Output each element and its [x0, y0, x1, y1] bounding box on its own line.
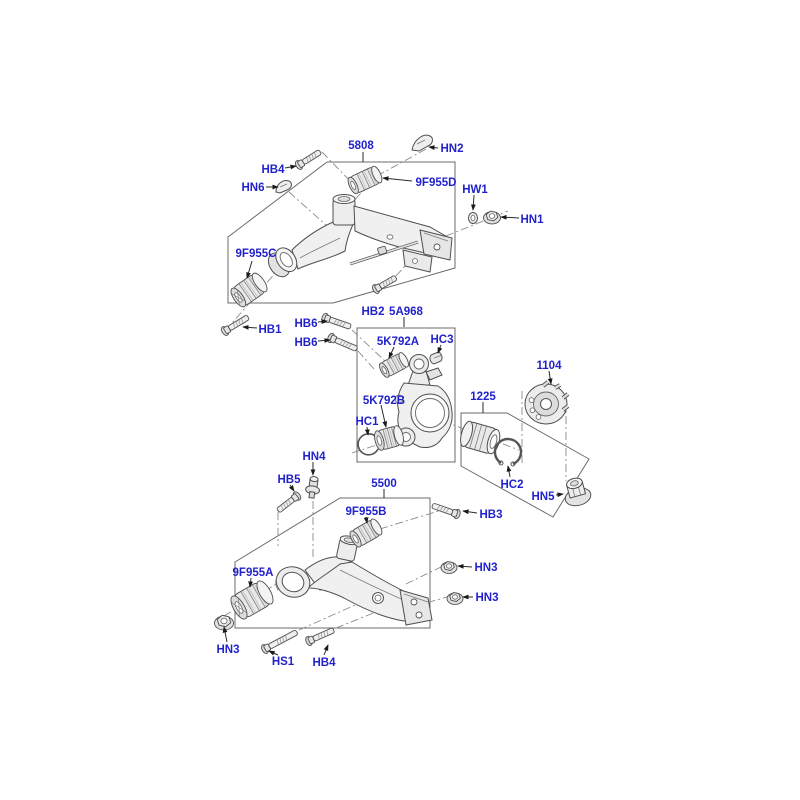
part-label-hn3-left[interactable]: HN3 [216, 644, 240, 656]
bolt-hb3-drawing [431, 501, 462, 520]
part-label-1104[interactable]: 1104 [536, 360, 562, 372]
clip-hn2-drawing [412, 135, 432, 151]
part-label-hc1[interactable]: HC1 [355, 416, 379, 428]
part-label-5a968[interactable]: 5A968 [389, 306, 423, 318]
part-label-hw1[interactable]: HW1 [462, 184, 488, 196]
part-label-9f955c[interactable]: 9F955C [235, 248, 277, 260]
part-label-5808[interactable]: 5808 [348, 140, 374, 152]
nut-hn1-drawing [484, 211, 501, 224]
part-label-hn5[interactable]: HN5 [531, 491, 555, 503]
bolt-hb4-top-drawing [294, 148, 323, 171]
part-label-9f955b[interactable]: 9F955B [345, 506, 387, 518]
bolt-hb6-lower-drawing [326, 332, 358, 353]
hub-drawing [525, 382, 568, 424]
upper-arm-bushing-housing [333, 195, 355, 226]
part-label-hb4-bottom[interactable]: HB4 [312, 657, 336, 669]
clip-hc3-drawing [430, 352, 442, 364]
bushing-5k792a-drawing [378, 351, 411, 379]
bolt-hb1-drawing [220, 313, 251, 337]
part-label-5500[interactable]: 5500 [371, 478, 397, 490]
nut-hn3-right-2-drawing [447, 593, 463, 605]
part-label-hb6-lower[interactable]: HB6 [294, 337, 318, 349]
part-label-5k792a[interactable]: 5K792A [376, 336, 420, 348]
bolt-hb2-drawing [371, 273, 398, 294]
part-label-hn3-right-2[interactable]: HN3 [475, 592, 499, 604]
part-label-1225[interactable]: 1225 [470, 391, 496, 403]
part-label-hn3-right-1[interactable]: HN3 [474, 562, 498, 574]
nut-hn4-drawing [305, 476, 322, 499]
part-label-hc3[interactable]: HC3 [430, 334, 454, 346]
part-label-hn4[interactable]: HN4 [302, 451, 326, 463]
part-label-9f955d[interactable]: 9F955D [415, 177, 457, 189]
part-label-hs1[interactable]: HS1 [271, 656, 295, 668]
part-label-5k792b[interactable]: 5K792B [362, 395, 406, 407]
part-label-hn6[interactable]: HN6 [241, 182, 265, 194]
bolt-hb6-upper-drawing [321, 312, 352, 331]
bolt-hs1-drawing [260, 628, 299, 655]
part-label-hc2[interactable]: HC2 [500, 479, 524, 491]
snap-ring-hc2-drawing [495, 439, 521, 466]
part-label-hb4-top[interactable]: HB4 [261, 164, 285, 176]
part-label-hb6-upper[interactable]: HB6 [294, 318, 318, 330]
part-label-hn1[interactable]: HN1 [520, 214, 544, 226]
part-label-hb3[interactable]: HB3 [479, 509, 503, 521]
part-label-hb5[interactable]: HB5 [277, 474, 301, 486]
bushing-9f955d-drawing [346, 165, 384, 195]
bolt-hb4-bottom-drawing [304, 626, 335, 647]
lower-control-arm-drawing [272, 534, 432, 625]
part-label-9f955a[interactable]: 9F955A [232, 567, 274, 579]
nut-hn3-right-1-drawing [441, 562, 457, 574]
washer-hw1-drawing [469, 213, 478, 224]
upper-control-arm-drawing [264, 195, 452, 281]
nut-hn5-drawing [561, 475, 593, 508]
part-label-hb1[interactable]: HB1 [258, 324, 282, 336]
part-label-hb2[interactable]: HB2 [361, 306, 385, 318]
bushing-5k792b-drawing [373, 425, 406, 452]
bolt-hb5-drawing [275, 490, 302, 514]
part-label-hn2[interactable]: HN2 [440, 143, 464, 155]
